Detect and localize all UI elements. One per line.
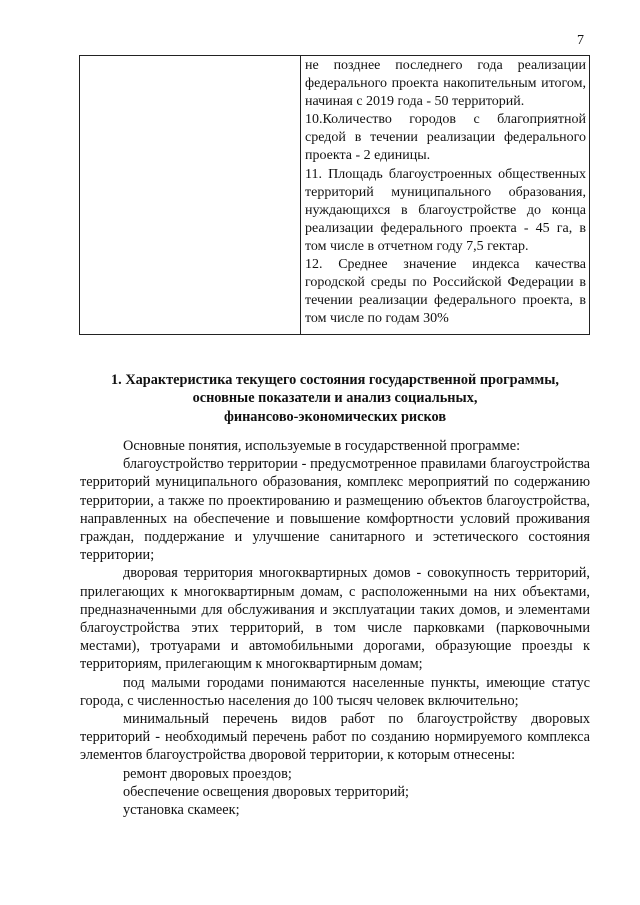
table-cell-empty bbox=[80, 56, 301, 335]
table-row bbox=[80, 56, 590, 335]
paragraph: благоустройство территории - предусмотренное правилами благоустройства территорий муниципального образования, комплекс мероприятий по содержанию территории, а также по проектированию и размещению объектов благоустройства, направленных на обеспечение и повышение комфортности условий проживания граждан, поддержание и улучшение санитарного и эстетического состояния территории; bbox=[80, 456, 590, 564]
list-item: установка скамеек; bbox=[123, 802, 240, 819]
target-item: не позднее последнего года реализации федерального проекта накопительным итогом, начиная с 2019 года - 50 территорий. bbox=[305, 58, 586, 110]
target-item: 12. Среднее значение индекса качества городской среды по Российской Федерации в течении реализации федерального проекта, в том числе по годам 30% bbox=[305, 257, 586, 327]
section-heading-line: финансово-экономических рисков bbox=[223, 408, 447, 425]
list-item: ремонт дворовых проездов; bbox=[123, 765, 292, 782]
target-item: 10.Количество городов с благоприятной средой в течении реализации федерального проекта - 2 единицы. bbox=[305, 112, 586, 164]
section-heading-line: основные показатели и анализ социальных, bbox=[192, 390, 478, 407]
section-heading bbox=[80, 371, 590, 426]
paragraph: минимальный перечень видов работ по благоустройству дворовых территорий - необходимый перечень работ по созданию нормируемого комплекса элементов благоустройства дворовой территории, к которым отнесены: bbox=[80, 711, 590, 764]
table-cell-targets bbox=[301, 56, 590, 335]
list-item: обеспечение освещения дворовых территорий; bbox=[123, 783, 409, 800]
page-number: 7 bbox=[577, 33, 584, 48]
body-text bbox=[80, 437, 590, 819]
continuation-table bbox=[79, 55, 590, 335]
target-item: 11. Площадь благоустроенных общественных территорий муниципального образования, нуждающихся в благоустройстве до конца реализации федерального проекта - 45 га, в том числе в отчетном году 7,5 гектар. bbox=[305, 166, 586, 254]
paragraph: дворовая территория многоквартирных домов - совокупность территорий, прилегающих к многоквартирным домам, с расположенными на них объектами, предназначенными для обслуживания и эксплуатации таких домов, и элементами благоустройства этих территорий, в том числе парковками (парковочными местами), тротуарами и автомобильными дорогами, образующие проезды к территориям, прилегающим к многоквартирным домам; bbox=[80, 565, 590, 673]
section-heading-line: 1. Характеристика текущего состояния государственной программы, bbox=[111, 372, 559, 388]
paragraph: Основные понятия, используемые в государственной программе: bbox=[123, 438, 521, 454]
paragraph: под малыми городами понимаются населенные пункты, имеющие статус города, с численностью населения до 100 тысяч человек включительно; bbox=[80, 674, 590, 709]
